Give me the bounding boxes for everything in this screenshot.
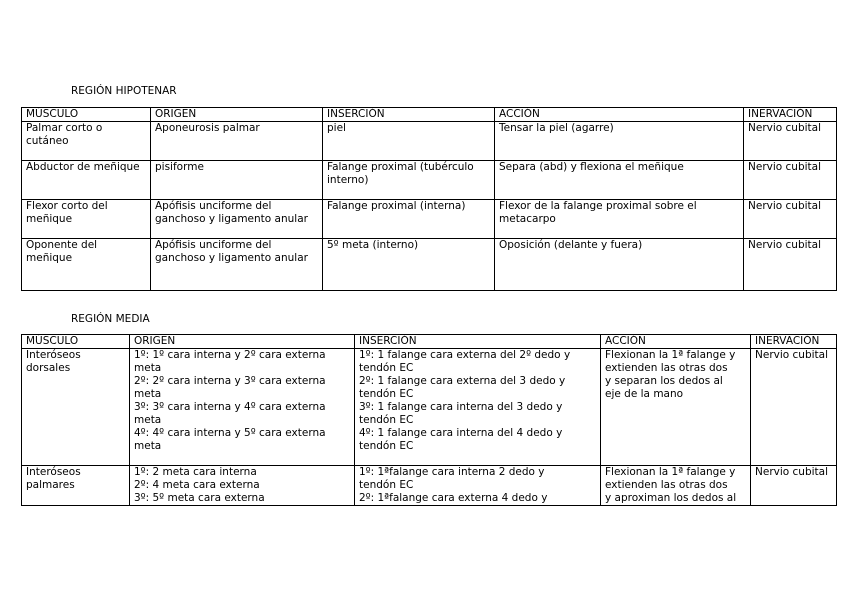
media-table (21, 334, 837, 506)
cell-line: extienden las otras dos (605, 479, 728, 491)
header-accion: ACCIÓN (495, 108, 744, 122)
section-title-hipotenar: REGIÓN HIPOTENAR (71, 85, 177, 97)
cell-accion: Separa (abd) y flexiona el meñique (495, 161, 744, 200)
cell-line: meta (134, 440, 162, 452)
cell-line: y separan los dedos al (605, 375, 723, 387)
cell-line: tendón EC (359, 388, 414, 400)
cell-line: 1º: 2 meta cara interna (134, 466, 257, 478)
cell-line: 3º: 1 falange cara interna del 3 dedo y (359, 401, 563, 413)
cell-line: 1º: 1 falange cara externa del 2º dedo y (359, 349, 571, 361)
header-musculo: MÚSCULO (22, 108, 151, 122)
cell-line: 2º: 1 falange cara externa del 3 dedo y (359, 375, 566, 387)
cell-origen: Apófisis unciforme del ganchoso y ligamento anular (151, 200, 323, 239)
cell-insercion: Falange proximal (interna) (323, 200, 495, 239)
cell-line: eje de la mano (605, 388, 684, 400)
cell-line: 3º: 5º meta cara externa (134, 492, 265, 504)
cell-line: tendón EC (359, 479, 414, 491)
cell-inervacion: Nervio cubital (744, 200, 837, 239)
cell-musculo: Interóseos palmares (22, 466, 130, 506)
header-accion: ACCIÓN (601, 335, 751, 349)
cell-line: y aproximan los dedos al (605, 492, 737, 504)
cell-origen: Aponeurosis palmar (151, 122, 323, 161)
cell-line: meta (134, 388, 162, 400)
cell-line: 2º: 2º cara interna y 3º cara externa (134, 375, 326, 387)
cell-origen: pisiforme (151, 161, 323, 200)
cell-line: Flexionan la 1ª falange y (605, 349, 736, 361)
cell-origen: Apófisis unciforme del ganchoso y ligamento anular (151, 239, 323, 291)
cell-inervacion: Nervio cubital (751, 466, 837, 506)
cell-accion: Tensar la piel (agarre) (495, 122, 744, 161)
cell-line: 4º: 4º cara interna y 5º cara externa (134, 427, 326, 439)
header-inervacion: INERVACIÓN (751, 335, 837, 349)
cell-musculo: Interóseos dorsales (22, 349, 130, 466)
cell-accion (601, 349, 751, 466)
cell-inervacion: Nervio cubital (744, 239, 837, 291)
header-inervacion: INERVACIÓN (744, 108, 837, 122)
cell-line: tendón EC (359, 440, 414, 452)
table-row (22, 161, 837, 200)
cell-origen (130, 349, 355, 466)
cell-insercion: piel (323, 122, 495, 161)
cell-musculo: Oponente del meñique (22, 239, 151, 291)
cell-line: 4º: 1 falange cara interna del 4 dedo y (359, 427, 563, 439)
table-row (22, 466, 837, 506)
cell-inervacion: Nervio cubital (751, 349, 837, 466)
section-title-media: REGIÓN MEDIA (71, 313, 150, 325)
cell-line: 3º: 3º cara interna y 4º cara externa (134, 401, 326, 413)
cell-line: meta (134, 414, 162, 426)
cell-line: tendón EC (359, 414, 414, 426)
cell-accion: Flexor de la falange proximal sobre el metacarpo (495, 200, 744, 239)
cell-line: 1º: 1º cara interna y 2º cara externa (134, 349, 326, 361)
cell-musculo: Palmar corto o cutáneo (22, 122, 151, 161)
cell-inervacion: Nervio cubital (744, 161, 837, 200)
cell-inervacion: Nervio cubital (744, 122, 837, 161)
table-row (22, 200, 837, 239)
table-row (22, 349, 837, 466)
table-header-row (22, 108, 837, 122)
header-musculo: MÚSCULO (22, 335, 130, 349)
header-origen: ORIGEN (151, 108, 323, 122)
cell-musculo: Flexor corto del meñique (22, 200, 151, 239)
cell-line: meta (134, 362, 162, 374)
cell-musculo: Abductor de meñique (22, 161, 151, 200)
cell-line: tendón EC (359, 362, 414, 374)
cell-line: extienden las otras dos (605, 362, 728, 374)
hipotenar-table (21, 107, 837, 291)
header-insercion: INSERCIÓN (355, 335, 601, 349)
table-header-row (22, 335, 837, 349)
header-origen: ORIGEN (130, 335, 355, 349)
cell-accion (601, 466, 751, 506)
cell-line: 1º: 1ªfalange cara interna 2 dedo y (359, 466, 545, 478)
cell-insercion (355, 349, 601, 466)
cell-accion: Oposición (delante y fuera) (495, 239, 744, 291)
cell-insercion: Falange proximal (tubérculo interno) (323, 161, 495, 200)
cell-line: Flexionan la 1ª falange y (605, 466, 736, 478)
cell-insercion: 5º meta (interno) (323, 239, 495, 291)
table-row (22, 122, 837, 161)
header-insercion: INSERCIÓN (323, 108, 495, 122)
cell-line: 2º: 4 meta cara externa (134, 479, 260, 491)
cell-insercion (355, 466, 601, 506)
cell-origen (130, 466, 355, 506)
table-row (22, 239, 837, 291)
cell-line: 2º: 1ªfalange cara externa 4 dedo y (359, 492, 548, 504)
